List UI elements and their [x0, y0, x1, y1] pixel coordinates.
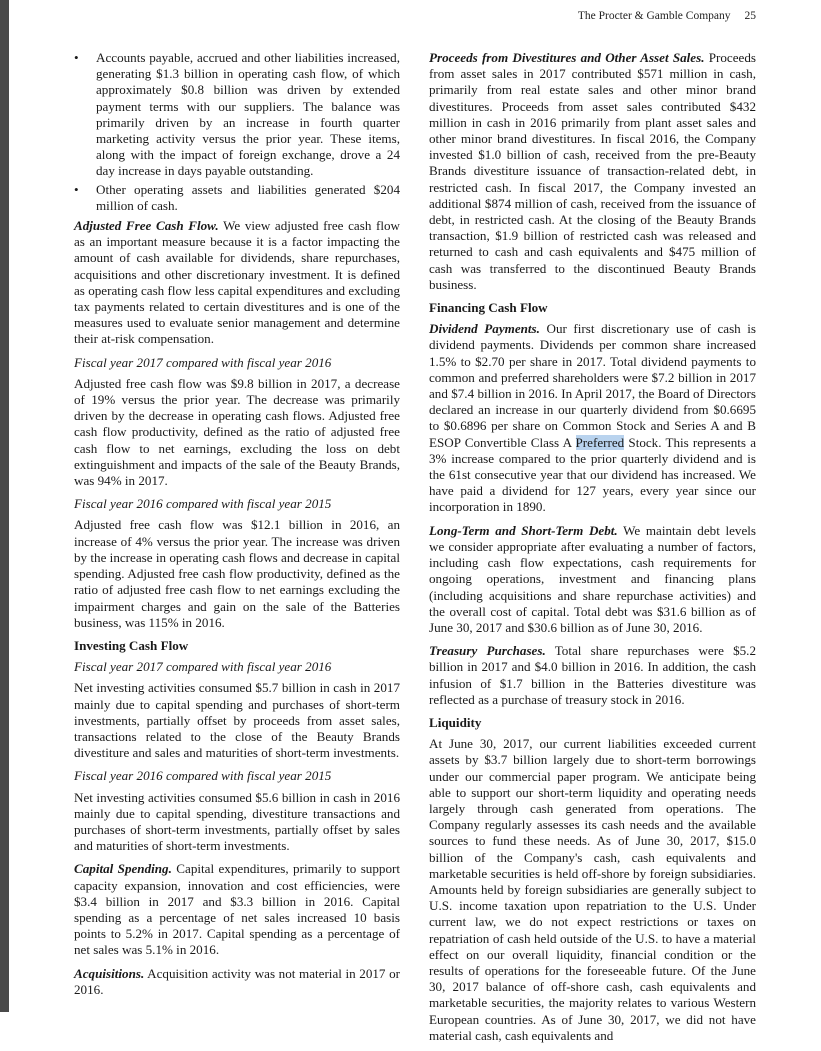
debt-paragraph	[429, 523, 756, 636]
liquidity-text: At June 30, 2017, our current liabilities exceeded current assets by $3.7 billion largely due to short-term borrowings under our commercial paper program. We anticipate being able to support our short-term liquidity and operating needs largely through cash generated from operations. The Company regularly assesses its cash needs and the available sources to fund these needs. As of June 30, 2017, $15.0 billion of the Company's cash, cash equivalents and marketable securities is held off-shore by foreign subsidiaries. Amounts held by foreign subsidiaries are generally subject to U.S. income taxation upon repatriation to the U.S. Under current law, we do not expect restrictions or taxes on repatriation of cash held outside of the U.S. to have a material effect on our overall liquidity, financial condition or the results of operations for the foreseeable future. Of the June 30, 2017 balance of off-shore cash, cash equivalents and marketable securities, the majority relates to various Western European countries. As of June 30, 2017, we did not have material cash, cash equivalents and	[429, 736, 756, 1043]
fy16-afcf-text: Adjusted free cash flow was $12.1 billion in 2016, an increase of 4% versus the prior year. The increase was driven by the increase in operating cash flows and decrease in capital spending. Adjusted free cash flow productivity, defined as the ratio of adjusted free cash flow to net earnings excluding the impairment charges and gain on the sale of the Batteries business, was 115% in 2016.	[74, 517, 400, 630]
debt-text: We maintain debt levels we consider appropriate after evaluating a number of factors, including cash flow expectations, cash requirements for ongoing operations, investment and financing plans (including acquisitions and share repurchase activities) and the overall cost of capital. Total debt was $31.6 billion as of June 30, 2017 and $30.6 billion as of June 30, 2016.	[429, 522, 756, 635]
acquisitions-paragraph	[74, 966, 400, 998]
treasury-text: Total share repurchases were $5.2 billion in 2017 and $4.0 billion in 2016. In addition, the cash infusion of $1.7 billion in the Batteries divestiture was reflected as a purchase of treasury stock in 2016.	[429, 643, 756, 707]
treasury-paragraph	[429, 643, 756, 708]
dividends-paragraph	[429, 321, 756, 515]
company-name: The Procter & Gamble Company	[577, 10, 731, 22]
afcf-text: We view adjusted free cash flow as an important measure because it is a factor impacting the amount of cash available for dividends, share repurchases, acquisitions and other discretionary investment. It is defined as operating cash flow less capital expenditures and excluding tax payments related to certain divestitures and is one of the measures used to evaluate senior management and determine their at-risk compensation.	[74, 218, 400, 347]
fy16-afcf-subheading: Fiscal year 2016 compared with fiscal year 2015	[74, 496, 332, 512]
afcf-heading: Adjusted Free Cash Flow.	[74, 218, 219, 234]
operating-bullets	[74, 50, 400, 214]
right-column	[429, 50, 756, 1051]
selected-text-highlight[interactable]: Preferred	[575, 434, 625, 450]
page-header	[0, 10, 756, 22]
page-number: 25	[744, 10, 756, 22]
dividends-text-after: Stock. This represents a 3% increase compared to the prior quarterly dividend and is the 61st consecutive year that our dividend has increased. We have paid a dividend for 127 years, every year since our incorporation in 1890.	[429, 434, 756, 515]
bullet-accounts-payable: • Accounts payable, accrued and other liabilities increased, generating $1.3 billion in operating cash flow, of which approximately $0.8 billion was driven by extended payment terms with our suppliers. The balance was primarily driven by an increase in fourth quarter marketing activity versus the prior year. These items, along with the impact of foreign exchange, drove a 24 day increase in days payable outstanding.	[74, 50, 400, 180]
proceeds-paragraph	[429, 50, 756, 293]
bullet-other-operating: • Other operating assets and liabilities generated $204 million of cash.	[74, 182, 400, 214]
fy16-investing-text: Net investing activities consumed $5.6 billion in cash in 2016 mainly due to capital spending, divestiture transactions and purchases of short-term investments, partially offset by sales and maturities of short-term investments.	[74, 789, 400, 854]
debt-heading: Long-Term and Short-Term Debt.	[429, 522, 618, 538]
dividends-heading: Dividend Payments.	[429, 321, 540, 337]
capital-spending-heading: Capital Spending.	[74, 861, 172, 877]
fy17-investing-text: Net investing activities consumed $5.7 billion in cash in 2017 mainly due to capital spending and purchases of short-term investments, partially offset by proceeds from asset sales, transactions related to the close of the Beauty Brands divestiture and sales and maturities of short-term investments.	[74, 680, 400, 761]
dividends-text-before: Our first discretionary use of cash is dividend payments. Dividends per common share increased 1.5% to $2.70 per share in 2017. Total dividend payments to common and preferred shareholders were $7.2 billion in 2017 and $7.4 billion in 2016. In April 2017, the Board of Directors declared an increase in our quarterly dividend from $0.6695 to $0.6896 per share on Common Stock and Series A and B ESOP Convertible Class A	[429, 321, 756, 450]
capital-spending-text: Capital expenditures, primarily to support capacity expansion, innovation and cost efficiencies, were $3.4 billion in 2017 and $3.3 billion in 2016. Capital spending as a percentage of net sales increased 10 basis points to 5.2% in 2017. Capital spending as a percentage of net sales was 5.1% in 2016.	[74, 861, 400, 958]
liquidity-heading: Liquidity	[429, 714, 482, 730]
afcf-paragraph	[74, 218, 400, 348]
treasury-heading: Treasury Purchases.	[429, 643, 546, 659]
acquisitions-text: Acquisition activity was not material in 2017 or 2016.	[74, 965, 400, 997]
left-page-edge	[0, 0, 9, 1012]
investing-cash-flow-heading: Investing Cash Flow	[74, 637, 189, 653]
financing-cash-flow-heading: Financing Cash Flow	[429, 300, 548, 316]
fy17-afcf-text: Adjusted free cash flow was $9.8 billion in 2017, a decrease of 19% versus the prior year. The decrease was primarily driven by the decrease in operating cash flows. Adjusted free cash flow productivity, defined as the ratio of adjusted free cash flow to net earnings, excluding the loss on debt extinguishment and impacts of the sale of the Beauty Brands, was 94% in 2017.	[74, 375, 400, 489]
fy16-investing-subheading: Fiscal year 2016 compared with fiscal year 2015	[74, 768, 332, 784]
capital-spending-paragraph	[74, 861, 400, 958]
fy17-investing-subheading: Fiscal year 2017 compared with fiscal year 2016	[74, 659, 332, 675]
proceeds-heading: Proceeds from Divestitures and Other Asset Sales.	[429, 50, 705, 65]
acquisitions-heading: Acquisitions.	[74, 965, 145, 981]
fy17-afcf-subheading: Fiscal year 2017 compared with fiscal year 2016	[74, 354, 332, 370]
proceeds-text: Proceeds from asset sales in 2017 contributed $571 million in cash, primarily from real estate sales and other minor brand divestitures. Proceeds from asset sales contributed $432 million in cash in 2016 primarily from plant asset sales and other minor brand divestitures. In fiscal 2016, the Company invested $1.0 billion of cash, received from the pre-Beauty Brands divestiture issuance of transaction-related debt, in restricted cash. In fiscal 2017, the Company invested an additional $874 million of cash, received from the issuance of debt, in restricted cash. At the closing of the Beauty Brands transaction, $1.9 billion of restricted cash was released and returned to cash and cash equivalents and $475 million of cash was transferred to the discontinued Beauty Brands business.	[429, 50, 756, 292]
left-column	[74, 50, 400, 1005]
